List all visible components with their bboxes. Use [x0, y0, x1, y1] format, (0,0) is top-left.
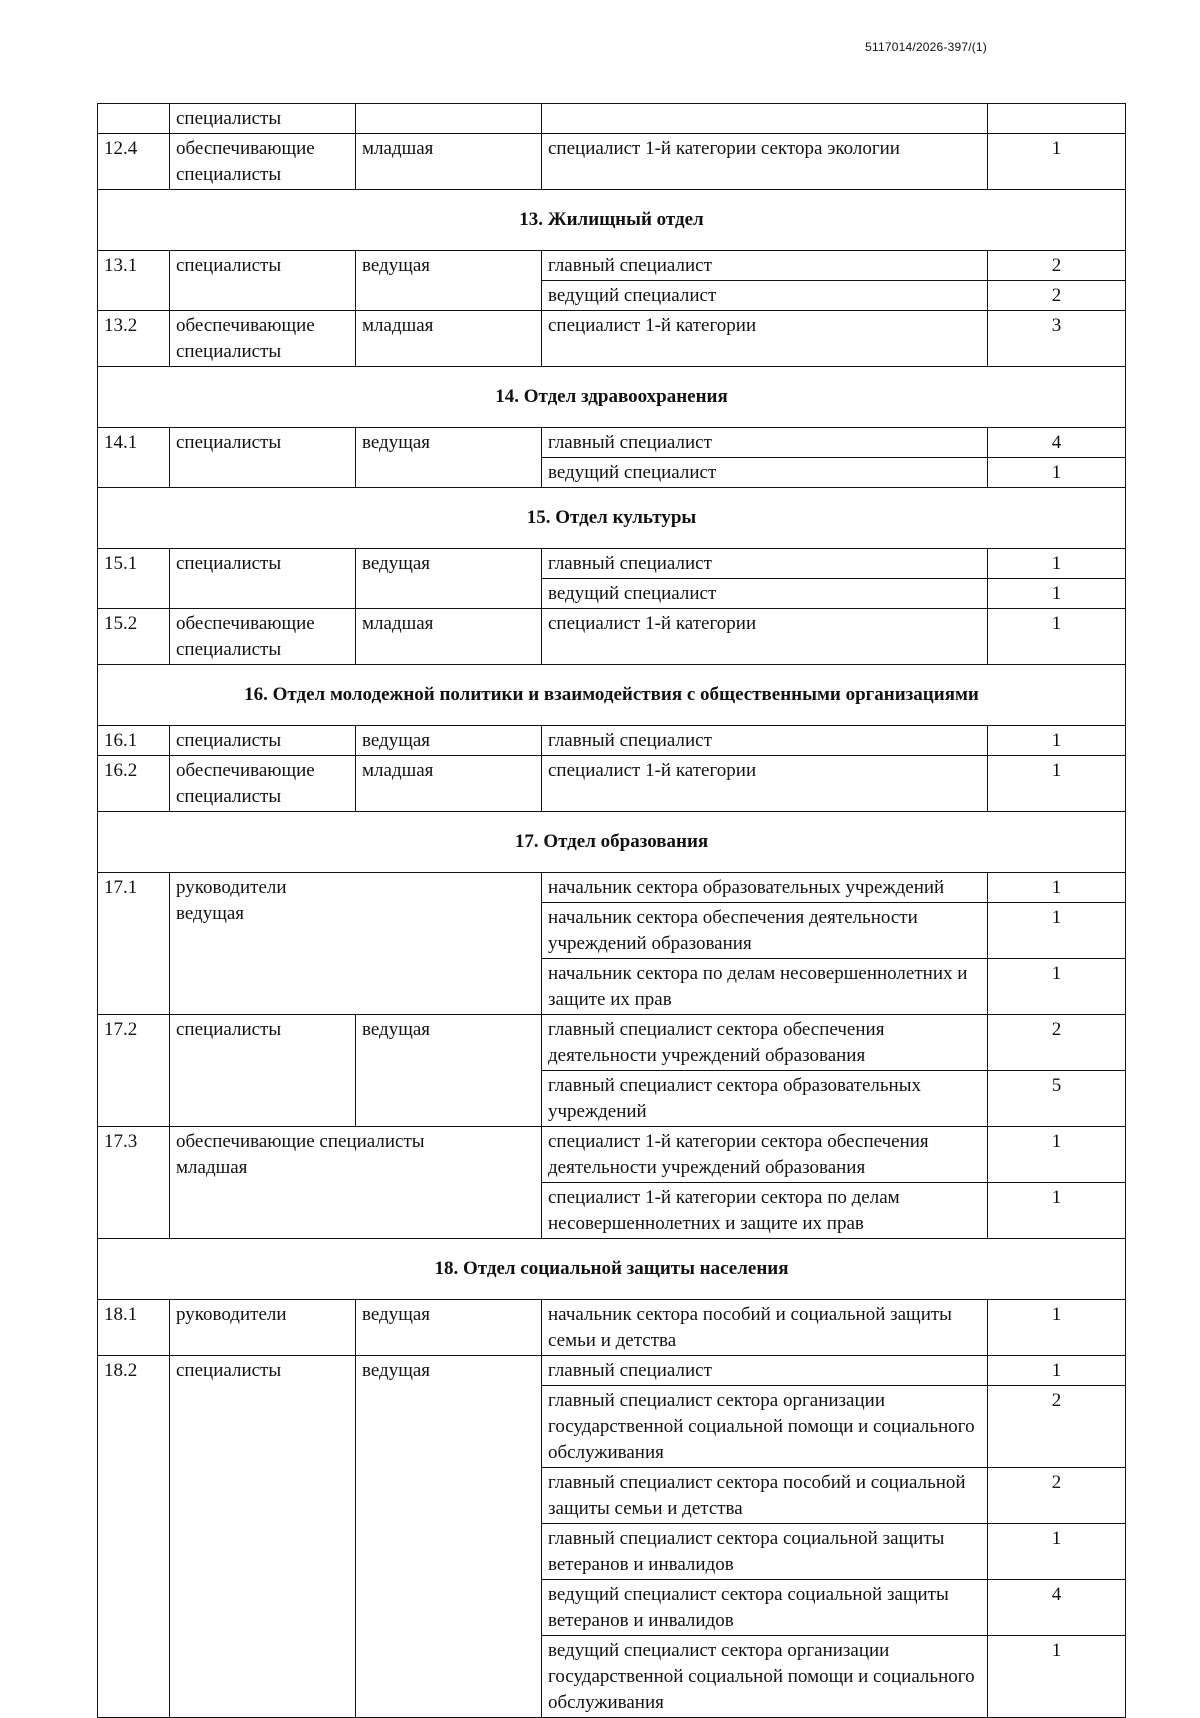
cell-category: обеспечивающие специалисты	[170, 756, 356, 812]
cell-position: ведущий специалист сектора социальной защиты ветеранов и инвалидов	[542, 1580, 988, 1636]
section-header	[98, 812, 1126, 873]
cell-position: специалист 1-й категории	[542, 609, 988, 665]
cell-category: обеспечивающие специалисты	[170, 311, 356, 367]
cell-position: ведущий специалист	[542, 281, 988, 311]
cell-category: специалисты	[170, 428, 356, 488]
cell-qty: 1	[988, 1300, 1126, 1356]
cell-qty: 1	[988, 903, 1126, 959]
cell-num: 15.1	[98, 549, 170, 609]
cell-category: специалисты	[170, 1015, 356, 1127]
cell-qty: 1	[988, 756, 1126, 812]
cell-group: ведущая	[356, 428, 542, 488]
cell-position: специалист 1-й категории сектора обеспечения деятельности учреждений образования	[542, 1127, 988, 1183]
cell-category: руководители	[170, 1300, 356, 1356]
cell-qty	[988, 104, 1126, 134]
cell-category: специалисты	[170, 104, 356, 134]
cell-qty: 1	[988, 579, 1126, 609]
section-header	[98, 190, 1126, 251]
cell-qty: 1	[988, 726, 1126, 756]
cell-group: младшая	[356, 609, 542, 665]
cell-num: 18.1	[98, 1300, 170, 1356]
table-row	[98, 1015, 1126, 1071]
cell-qty: 1	[988, 1356, 1126, 1386]
table-row	[98, 251, 1126, 281]
table-row	[98, 1300, 1126, 1356]
cell-group: ведущая	[356, 726, 542, 756]
cell-category: специалисты	[170, 549, 356, 609]
cell-num: 13.2	[98, 311, 170, 367]
cell-qty: 5	[988, 1071, 1126, 1127]
cell-category: обеспечивающие специалисты	[176, 1131, 425, 1152]
cell-qty: 1	[988, 1183, 1126, 1239]
cell-position: ведущий специалист	[542, 579, 988, 609]
cell-position	[542, 104, 988, 134]
cell-position: главный специалист сектора социальной защиты ветеранов и инвалидов	[542, 1524, 988, 1580]
cell-position: главный специалист сектора обеспечения деятельности учреждений образования	[542, 1015, 988, 1071]
cell-qty: 1	[988, 1636, 1126, 1718]
cell-category: специалисты	[170, 251, 356, 311]
cell-position: главный специалист	[542, 251, 988, 281]
section-title: 13. Жилищный отдел	[98, 190, 1126, 251]
cell-position: начальник сектора по делам несовершеннолетних и защите их прав	[542, 959, 988, 1015]
cell-position: начальник сектора обеспечения деятельности учреждений образования	[542, 903, 988, 959]
cell-category: руководители	[176, 877, 287, 898]
cell-group: ведущая	[356, 1356, 542, 1718]
table-row	[98, 134, 1126, 190]
table-row	[98, 104, 1126, 134]
cell-group: младшая	[356, 311, 542, 367]
cell-num: 17.3	[98, 1127, 170, 1239]
section-title: 14. Отдел здравоохранения	[98, 367, 1126, 428]
cell-qty: 2	[988, 1386, 1126, 1468]
cell-qty: 1	[988, 609, 1126, 665]
cell-num: 17.2	[98, 1015, 170, 1127]
cell-position: начальник сектора образовательных учреждений	[542, 873, 988, 903]
cell-group: ведущая	[356, 251, 542, 311]
section-title: 17. Отдел образования	[98, 812, 1126, 873]
section-header	[98, 665, 1126, 726]
cell-group: ведущая	[356, 1300, 542, 1356]
section-header	[98, 1239, 1126, 1300]
cell-group: младшая	[356, 756, 542, 812]
cell-qty: 1	[988, 959, 1126, 1015]
cell-qty: 1	[988, 1524, 1126, 1580]
cell-position: специалист 1-й категории сектора по делам несовершеннолетних и защите их прав	[542, 1183, 988, 1239]
table-row	[98, 609, 1126, 665]
cell-category: специалисты	[170, 1356, 356, 1718]
table-row	[98, 1356, 1126, 1386]
cell-position: начальник сектора пособий и социальной защиты семьи и детства	[542, 1300, 988, 1356]
cell-position: специалист 1-й категории	[542, 311, 988, 367]
table-row	[98, 756, 1126, 812]
cell-num: 16.1	[98, 726, 170, 756]
table-row	[98, 1127, 1126, 1183]
cell-qty: 2	[988, 251, 1126, 281]
cell-qty: 4	[988, 428, 1126, 458]
table-row	[98, 311, 1126, 367]
cell-group: ведущая	[356, 1015, 542, 1127]
cell-group	[356, 104, 542, 134]
cell-qty: 3	[988, 311, 1126, 367]
cell-position: главный специалист сектора организации государственной социальной помощи и социального обслуживания	[542, 1386, 988, 1468]
cell-group: ведущая	[176, 903, 245, 924]
cell-qty: 2	[988, 1468, 1126, 1524]
cell-num: 14.1	[98, 428, 170, 488]
cell-num	[98, 104, 170, 134]
cell-category-group	[170, 1127, 542, 1239]
cell-position: главный специалист	[542, 428, 988, 458]
cell-position: главный специалист сектора пособий и социальной защиты семьи и детства	[542, 1468, 988, 1524]
cell-group: младшая	[356, 134, 542, 190]
table-row	[98, 873, 1126, 903]
cell-position: главный специалист	[542, 1356, 988, 1386]
table-row	[98, 549, 1126, 579]
cell-num: 18.2	[98, 1356, 170, 1718]
section-title: 18. Отдел социальной защиты населения	[98, 1239, 1126, 1300]
cell-qty: 2	[988, 281, 1126, 311]
cell-qty: 1	[988, 134, 1126, 190]
cell-category: обеспечивающие специалисты	[170, 134, 356, 190]
section-title: 15. Отдел культуры	[98, 488, 1126, 549]
cell-position: ведущий специалист сектора организации государственной социальной помощи и социального обслуживания	[542, 1636, 988, 1718]
cell-num: 13.1	[98, 251, 170, 311]
cell-qty: 1	[988, 1127, 1126, 1183]
cell-position: специалист 1-й категории сектора экологии	[542, 134, 988, 190]
cell-num: 12.4	[98, 134, 170, 190]
cell-qty: 1	[988, 458, 1126, 488]
cell-group: ведущая	[356, 549, 542, 609]
cell-qty: 4	[988, 1580, 1126, 1636]
cell-position: ведущий специалист	[542, 458, 988, 488]
section-header	[98, 488, 1126, 549]
cell-num: 17.1	[98, 873, 170, 1015]
document-number: 5117014/2026-397/(1)	[865, 40, 987, 54]
table-row	[98, 428, 1126, 458]
cell-position: специалист 1-й категории	[542, 756, 988, 812]
section-title: 16. Отдел молодежной политики и взаимодействия с общественными организациями	[98, 665, 1126, 726]
cell-num: 15.2	[98, 609, 170, 665]
cell-position: главный специалист	[542, 549, 988, 579]
section-header	[98, 367, 1126, 428]
cell-num: 16.2	[98, 756, 170, 812]
cell-group: младшая	[176, 1157, 248, 1178]
table-row	[98, 726, 1126, 756]
cell-qty: 1	[988, 873, 1126, 903]
cell-category: обеспечивающие специалисты	[170, 609, 356, 665]
staff-table	[97, 103, 1126, 1718]
cell-category-group	[170, 873, 542, 1015]
cell-qty: 1	[988, 549, 1126, 579]
cell-position: главный специалист сектора образовательных учреждений	[542, 1071, 988, 1127]
cell-position: главный специалист	[542, 726, 988, 756]
cell-qty: 2	[988, 1015, 1126, 1071]
cell-category: специалисты	[170, 726, 356, 756]
